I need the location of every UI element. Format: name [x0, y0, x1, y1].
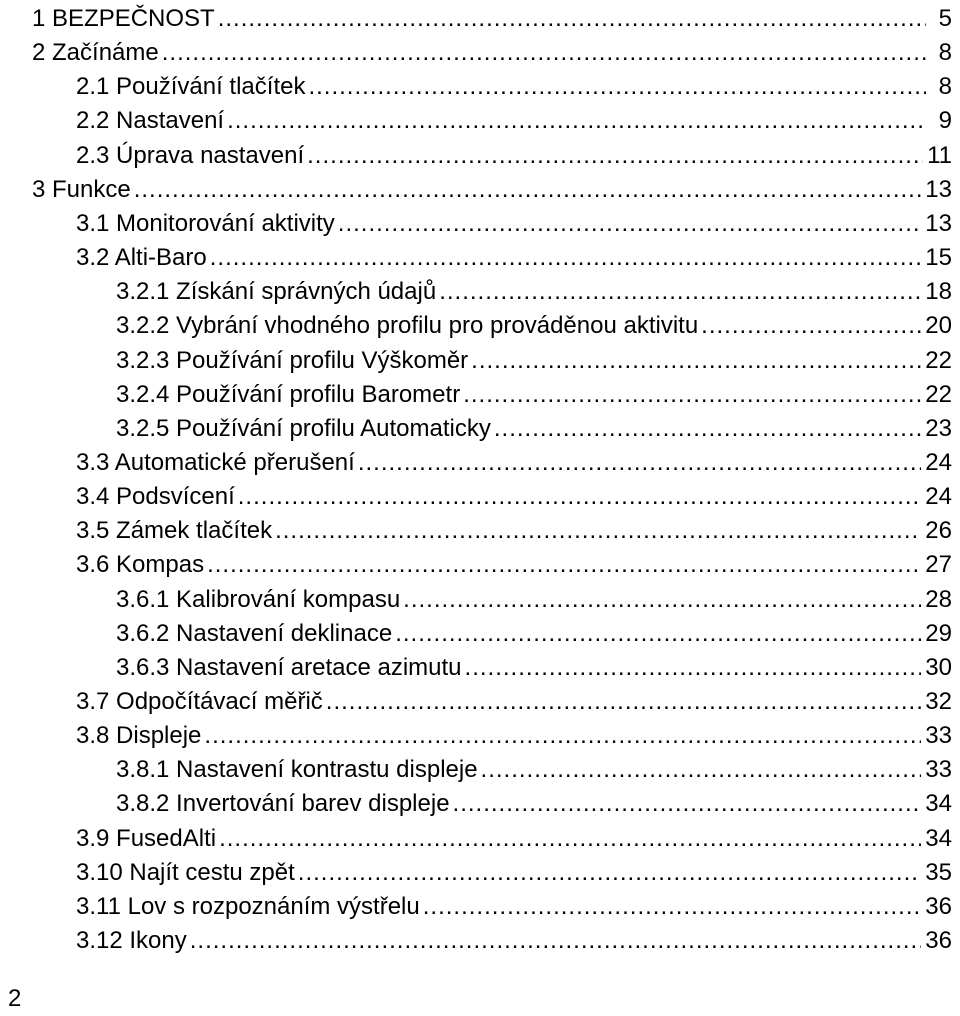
toc-entry-page: 18 [925, 278, 952, 306]
toc-dot-leader [207, 548, 921, 582]
toc-dot-leader [471, 344, 921, 378]
toc-entry[interactable] [32, 2, 952, 36]
toc-dot-leader [227, 104, 926, 138]
toc-entry-title: 1 BEZPEČNOST [32, 5, 215, 32]
toc-entry-page: 15 [925, 244, 952, 272]
toc-entry-title: 2.1 Používání tlačítek [76, 73, 306, 101]
toc-entry[interactable] [116, 275, 952, 309]
toc-entry[interactable] [76, 480, 952, 514]
toc-entry-page: 8 [938, 39, 952, 67]
toc-entry-page: 34 [925, 824, 952, 852]
toc-entry[interactable] [76, 104, 952, 138]
toc-entry-page: 33 [925, 756, 952, 784]
toc-dot-leader [275, 514, 921, 548]
toc-entry[interactable] [116, 651, 952, 685]
toc-dot-leader [204, 719, 921, 753]
toc-entry-title: 3.2.2 Vybrání vhodného profilu pro prováděnou aktivitu [116, 312, 699, 340]
toc-entry[interactable] [116, 378, 952, 412]
toc-dot-leader [395, 617, 921, 651]
toc-entry-title: 2 Začínáme [32, 39, 159, 67]
toc-entry-title: 3.10 Najít cestu zpět [76, 858, 295, 886]
toc-entry-page: 22 [925, 380, 952, 408]
toc-entry-page: 24 [925, 448, 952, 476]
toc-entry-title: 3.3 Automatické přerušení [76, 448, 355, 476]
toc-entry[interactable] [76, 207, 952, 241]
toc-entry-title: 3.12 Ikony [76, 927, 187, 955]
toc-entry[interactable] [76, 719, 952, 753]
toc-entry-page: 23 [925, 414, 952, 442]
toc-entry-title: 3.8 Displeje [76, 722, 202, 750]
toc-dot-leader [403, 583, 921, 617]
toc-entry-title: 3.4 Podsvícení [76, 483, 235, 511]
toc-entry-title: 3.11 Lov s rozpoznáním výstřelu [76, 892, 420, 920]
toc-entry[interactable] [76, 241, 952, 275]
toc-entry-page: 30 [925, 653, 952, 681]
toc-entry-page: 34 [925, 790, 952, 818]
toc-entry-page: 20 [925, 312, 952, 340]
toc-entry[interactable] [76, 446, 952, 480]
toc-entry-title: 3.5 Zámek tlačítek [76, 517, 273, 545]
toc-entry[interactable] [116, 309, 952, 343]
toc-entry-page: 13 [925, 209, 952, 237]
toc-dot-leader [481, 753, 922, 787]
toc-entry-page: 8 [938, 73, 952, 101]
toc-entry[interactable] [76, 856, 952, 890]
toc-entry-title: 3.6.3 Nastavení aretace azimutu [116, 653, 462, 681]
toc-dot-leader [307, 139, 923, 173]
toc-entry-page: 28 [925, 585, 952, 613]
toc-entry-page: 13 [925, 175, 952, 203]
toc-entry-page: 36 [925, 927, 952, 955]
toc-dot-leader [358, 446, 921, 480]
toc-entry[interactable] [32, 173, 952, 207]
toc-entry-title: 3.2.4 Používání profilu Barometr [116, 380, 461, 408]
toc-entry[interactable] [116, 412, 952, 446]
toc-dot-leader [494, 412, 921, 446]
toc-entry[interactable] [76, 924, 952, 958]
toc-entry-title: 3.8.2 Invertování barev displeje [116, 790, 450, 818]
toc-dot-leader [465, 651, 922, 685]
toc-entry-title: 2.2 Nastavení [76, 107, 225, 135]
toc-dot-leader [219, 822, 921, 856]
toc-entry-page: 22 [925, 346, 952, 374]
toc-entry[interactable] [116, 753, 952, 787]
toc-dot-leader [238, 480, 922, 514]
toc-entry-page: 26 [925, 517, 952, 545]
toc-dot-leader [298, 856, 922, 890]
toc-entry-page: 36 [925, 892, 952, 920]
toc-entry-title: 3 Funkce [32, 175, 131, 203]
toc-dot-leader [162, 36, 926, 70]
toc-entry[interactable] [116, 617, 952, 651]
toc-dot-leader [134, 173, 922, 207]
toc-entry[interactable] [76, 139, 952, 173]
toc-dot-leader [439, 275, 921, 309]
toc-entry-title: 3.8.1 Nastavení kontrastu displeje [116, 756, 478, 784]
toc-entry-title: 3.6.1 Kalibrování kompasu [116, 585, 401, 613]
toc-entry-page: 11 [927, 141, 952, 169]
toc-dot-leader [453, 787, 922, 821]
toc-dot-leader [308, 70, 926, 104]
page-number: 2 [8, 985, 22, 1012]
toc-dot-leader [423, 890, 922, 924]
toc-entry-title: 3.6 Kompas [76, 551, 205, 579]
toc-entry[interactable] [76, 548, 952, 582]
toc-entry[interactable] [76, 514, 952, 548]
toc-entry[interactable] [76, 822, 952, 856]
toc-entry-title: 3.6.2 Nastavení deklinace [116, 619, 393, 647]
toc-entry-title: 3.1 Monitorování aktivity [76, 209, 335, 237]
toc-entry-title: 3.9 FusedAlti [76, 824, 217, 852]
toc-dot-leader [210, 241, 922, 275]
toc-entry[interactable] [116, 787, 952, 821]
toc-entry-page: 32 [925, 688, 952, 715]
toc-entry-title: 3.2.3 Používání profilu Výškoměr [116, 346, 469, 374]
toc-entry-title: 3.7 Odpočítávací měřič [76, 688, 323, 715]
toc-dot-leader [463, 378, 921, 412]
toc-entry-page: 24 [925, 483, 952, 511]
toc-entry-title: 3.2.5 Používání profilu Automaticky [116, 414, 491, 442]
toc-entry-page: 5 [938, 5, 952, 32]
toc-entry-title: 2.3 Úprava nastavení [76, 141, 305, 169]
toc-entry-page: 27 [925, 551, 952, 579]
toc-entry[interactable] [116, 344, 952, 378]
toc-entry-page: 9 [938, 107, 952, 135]
toc-entry-title: 3.2 Alti-Baro [76, 244, 207, 272]
toc-entry[interactable] [76, 685, 952, 719]
toc-dot-leader [218, 2, 926, 36]
toc-entry-page: 29 [925, 619, 952, 647]
toc-entry[interactable] [76, 70, 952, 104]
toc-entry[interactable] [76, 890, 952, 924]
toc-dot-leader [190, 924, 922, 958]
toc-dot-leader [326, 685, 922, 719]
toc-dot-leader [701, 309, 921, 343]
toc-entry-page: 35 [925, 858, 952, 886]
toc-entry-title: 3.2.1 Získání správných údajů [116, 278, 437, 306]
toc-entry[interactable] [116, 583, 952, 617]
toc-entry-page: 33 [925, 722, 952, 750]
toc-dot-leader [338, 207, 922, 241]
toc-entry[interactable] [32, 36, 952, 70]
